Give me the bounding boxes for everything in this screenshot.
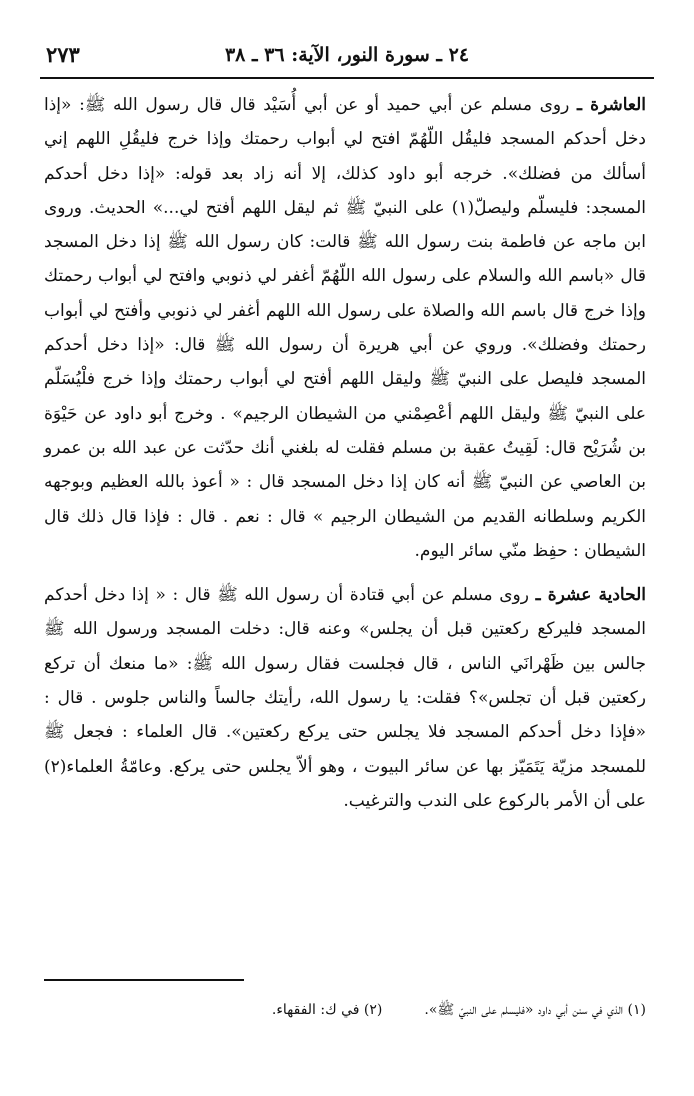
running-header <box>40 40 654 76</box>
paragraph-text-eleventh: روى مسلم عن أبي قتادة أن رسول الله ﷺ قال : « إذا دخل أحدكم المسجد فليركع ركعتين قبل أن يجلس» وعنه قال: دخلت المسجد ورسول الله ﷺ جالس بين ظَهْرانَي الناس ، قال فجلست فقال رسول الله ﷺ: «ما منعك أن تركع ركعتين قبل أن تجلس»؟ فقلت: يا رسول الله، رأيتك جالساً والناس جلوس . قال : «فإذا دخل أحدكم المسجد فلا يجلس حتى يركع ركعتين». قال العلماء : فجعل ﷺ للمسجد مزيّة يَتَمَيّز بها عن سائر البيوت ، وهو ألاّ يجلس حتى يركع. وعامّةُ العلماء(٢) على أن الأمر بالركوع على الندب والترغيب. <box>44 585 646 811</box>
header-divider <box>40 77 654 79</box>
footnotes <box>44 998 646 1022</box>
main-text <box>44 88 646 818</box>
paragraph-tenth <box>44 88 646 568</box>
section-label-tenth: العاشرة ـ <box>577 95 646 115</box>
section-label-eleventh: الحادية عشرة ـ <box>535 585 646 606</box>
footnote-1: (١) الذي في سنن أبي داود «فليسلم على النبيّ ﷺ». <box>424 1002 646 1018</box>
footnote-2: (٢) في ك: الفقهاء. <box>271 1002 383 1018</box>
paragraph-text-tenth: روى مسلم عن أبي حميد أو عن أبي أُسَيْد قال قال رسول الله ﷺ: «إذا دخل أحدكم المسجد فليقُل اللّهُمّ افتح لي أبواب رحمتك وإذا خرج فليقُلِ اللهم إني أسألك من فضلك». خرجه أبو داود كذلك، إلا أنه زاد بعد قوله: «إذا دخل أحدكم المسجد: فليسلّم وليصلّ(١) على النبيّ ﷺ ثم ليقل اللهم أفتح لي...» الحديث. وروى ابن ماجه عن فاطمة بنت رسول الله ﷺ قالت: كان رسول الله ﷺ إذا دخل المسجد قال «باسم الله والسلام على رسول الله اللّهُمّ أغفر لي ذنوبي وافتح لي أبواب رحمتك وإذا خرج قال باسم الله والصلاة على رسول الله اللهم أغفر لي ذنوبي وأفتح لي أبواب رحمتك وفضلك». وروي عن أبي هريرة أن رسول الله ﷺ قال: «إذا دخل أحدكم المسجد فليصل على النبيّ ﷺ وليقل اللهم أفتح لي أبواب رحمتك وإذا خرج فلْيُسَلّم على النبيّ ﷺ وليقل اللهم أعْصِمْني من الشيطان الرجيم» . وخرج أبو داود عن حَيْوَة بن شُرَيْح قال: لَقِيتُ عقبة بن مسلم فقلت له بلغني أنك حدّثت عن عبد الله بن عمرو بن العاصي عن النبيّ ﷺ أنه كان إذا دخل المسجد قال : « أعوذ بالله العظيم وبوجهه الكريم وسلطانه القديم من الشيطان الرجيم » قال : نعم . قال : فإذا قال ذلك قال الشيطان : حفِظ منّي سائر اليوم. <box>44 95 647 561</box>
header-title: ٢٤ ـ سورة النور، الآية: ٣٦ ـ ٣٨ <box>224 44 470 66</box>
paragraph-eleventh <box>44 578 646 818</box>
page-number: ٢٧٣ <box>46 42 80 67</box>
footnote-divider <box>44 979 244 981</box>
